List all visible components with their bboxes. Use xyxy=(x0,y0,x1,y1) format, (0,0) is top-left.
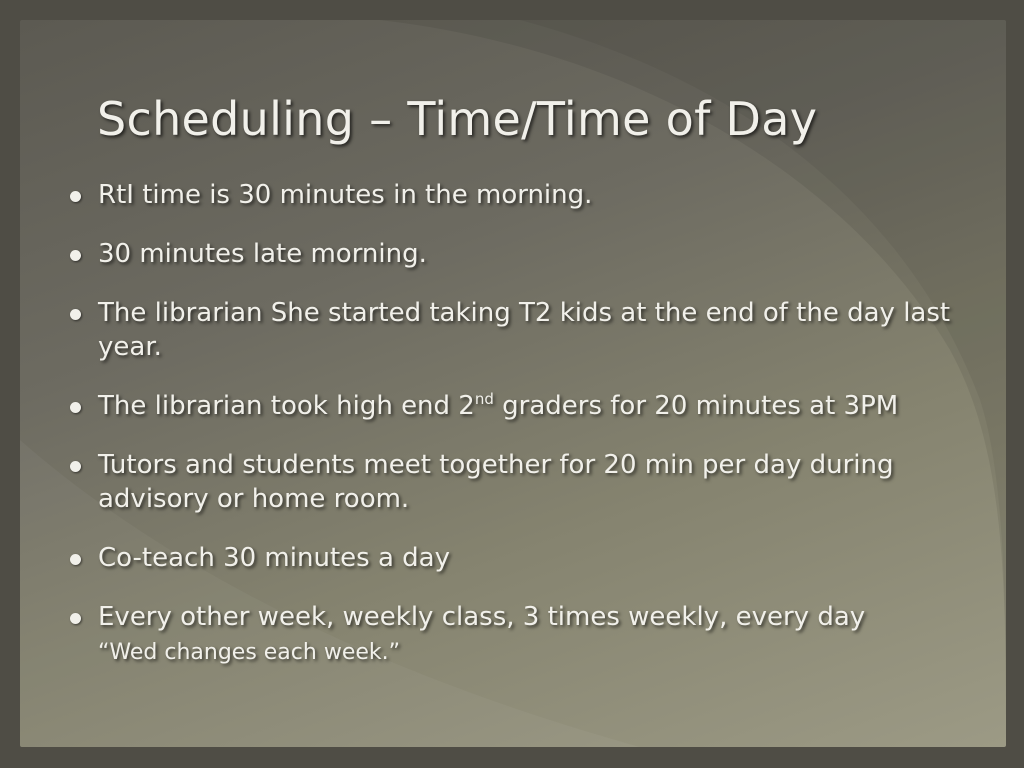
bullet-dot-icon xyxy=(70,613,81,624)
bullet-list xyxy=(68,178,968,693)
bullet-text: Co-teach 30 minutes a day xyxy=(98,543,450,573)
bullet-text-continued: graders for 20 minutes at 3PM xyxy=(493,391,899,421)
bullet-item xyxy=(68,178,968,212)
bullet-item xyxy=(68,237,968,271)
bullet-item xyxy=(68,296,968,364)
bullet-text: RtI time is 30 minutes in the morning. xyxy=(98,180,593,210)
bullet-quote: “Wed changes each week.” xyxy=(98,640,401,665)
bullet-dot-icon xyxy=(70,402,81,413)
bullet-text: The librarian took high end 2 xyxy=(98,391,475,421)
bullet-dot-icon xyxy=(70,309,81,320)
bullet-dot-icon xyxy=(70,461,81,472)
bullet-dot-icon xyxy=(70,250,81,261)
bullet-text: Every other week, weekly class, 3 times weekly, every day xyxy=(98,602,866,632)
bullet-item xyxy=(68,541,968,575)
ordinal-suffix: nd xyxy=(474,390,494,408)
bullet-text: The librarian She started taking T2 kids at the end of the day last year. xyxy=(98,298,951,362)
bullet-dot-icon xyxy=(70,191,81,202)
bullet-item xyxy=(68,389,968,423)
bullet-text: Tutors and students meet together for 20 min per day during advisory or home room. xyxy=(98,450,894,514)
bullet-dot-icon xyxy=(70,554,81,565)
bullet-text: 30 minutes late morning. xyxy=(98,239,427,269)
slide-title: Scheduling – Time/Time of Day xyxy=(97,92,818,146)
bullet-item xyxy=(68,448,968,516)
bullet-item xyxy=(68,600,968,668)
